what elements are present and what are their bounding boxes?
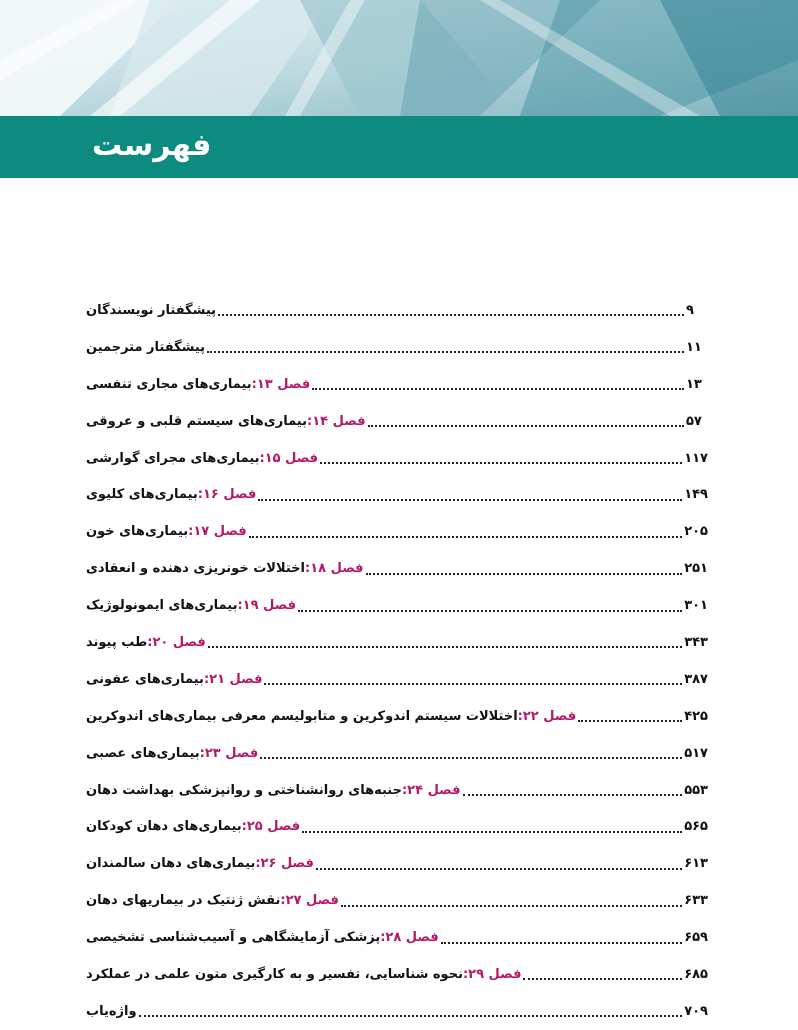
page-number: ۶۸۵ bbox=[684, 966, 708, 982]
toc-entry-text: اختلالات خونریزی دهنده و انعقادی bbox=[86, 561, 305, 577]
toc-row[interactable] bbox=[86, 624, 708, 661]
page-number: ۱۱۷ bbox=[684, 450, 708, 466]
toc-entry-title bbox=[86, 709, 576, 724]
page-number: ۵۱۷ bbox=[684, 745, 708, 761]
toc-row[interactable] bbox=[86, 292, 708, 329]
toc-entry-text: جنبه‌های روانشناختی و روانپزشکی بهداشت دهان bbox=[86, 782, 402, 798]
toc-entry-title bbox=[86, 856, 314, 871]
toc-entry-title bbox=[86, 303, 216, 318]
toc-row[interactable] bbox=[86, 993, 708, 1030]
dot-leader bbox=[218, 314, 684, 316]
toc-entry-text: بیماری‌های کلیوی bbox=[86, 487, 198, 503]
toc-row[interactable] bbox=[86, 956, 708, 993]
dot-leader bbox=[258, 499, 682, 501]
chapter-number: فصل ۱۸: bbox=[304, 561, 364, 577]
chapter-number: فصل ۲۸: bbox=[380, 930, 439, 946]
toc-entry-text: پیشگفتار مترجمین bbox=[86, 339, 206, 355]
page-number: ۳۸۷ bbox=[684, 671, 708, 687]
toc-entry-title bbox=[86, 967, 521, 982]
page-number: ۷۰۹ bbox=[684, 1003, 708, 1019]
dot-leader bbox=[320, 462, 682, 464]
toc-entry-title bbox=[86, 930, 439, 945]
toc-entry-title bbox=[86, 414, 366, 429]
dot-leader bbox=[316, 868, 682, 870]
page-number: ۹ bbox=[686, 302, 694, 318]
page-number: ۵۵۳ bbox=[684, 782, 708, 798]
toc-entry-title bbox=[86, 893, 339, 908]
chapter-number: فصل ۲۵: bbox=[241, 819, 301, 835]
toc-entry-title bbox=[86, 561, 364, 576]
toc-row[interactable] bbox=[86, 735, 708, 772]
toc-row[interactable] bbox=[86, 366, 708, 403]
dot-leader bbox=[260, 757, 682, 759]
chapter-number: فصل ۲۰: bbox=[147, 634, 206, 650]
toc-entry-title bbox=[86, 783, 461, 798]
chapter-number: فصل ۱۷: bbox=[188, 524, 247, 540]
dot-leader bbox=[441, 942, 682, 944]
page-number: ۱۱ bbox=[686, 339, 702, 355]
chapter-number: فصل ۱۴: bbox=[307, 413, 366, 429]
dot-leader bbox=[312, 388, 684, 390]
page-number: ۲۰۵ bbox=[684, 524, 708, 540]
toc-entry-title bbox=[86, 635, 206, 650]
table-of-contents bbox=[86, 292, 708, 1030]
page-number: ۳۴۳ bbox=[684, 634, 708, 650]
geometric-banner-art bbox=[0, 0, 798, 116]
page-number: ۱۴۹ bbox=[684, 487, 708, 503]
chapter-number: فصل ۱۵: bbox=[259, 450, 319, 466]
toc-row[interactable] bbox=[86, 440, 708, 477]
dot-leader bbox=[302, 831, 682, 833]
header-banner bbox=[0, 0, 798, 116]
chapter-number: فصل ۲۲: bbox=[517, 708, 577, 724]
toc-entry-text: پیشگفتار نویسندگان bbox=[86, 302, 217, 318]
page-title: فهرست bbox=[92, 128, 212, 163]
page-number: ۶۵۹ bbox=[684, 930, 708, 946]
toc-entry-title bbox=[86, 340, 205, 355]
toc-entry-text: بیماری‌های سیستم قلبی و عروقی bbox=[86, 413, 307, 429]
toc-entry-text: بیماری‌های خون bbox=[86, 524, 189, 540]
toc-entry-title bbox=[86, 487, 256, 502]
dot-leader bbox=[298, 610, 682, 612]
page-number: ۵۶۵ bbox=[684, 819, 708, 835]
dot-leader bbox=[207, 351, 684, 353]
toc-entry-title bbox=[86, 746, 258, 761]
toc-row[interactable] bbox=[86, 329, 708, 366]
toc-row[interactable] bbox=[86, 661, 708, 698]
toc-row[interactable] bbox=[86, 513, 708, 550]
dot-leader bbox=[139, 1015, 683, 1017]
toc-entry-title bbox=[86, 672, 262, 687]
toc-entry-text: بیماری‌های مجاری تنفسی bbox=[86, 376, 252, 392]
chapter-number: فصل ۱۳: bbox=[251, 376, 311, 392]
dot-leader bbox=[578, 720, 682, 722]
toc-entry-text: بیماری‌های دهان کودکان bbox=[86, 819, 242, 835]
toc-entry-title bbox=[86, 598, 296, 613]
toc-entry-text: بیماری‌های ایمونولوژیک bbox=[86, 598, 238, 614]
chapter-number: فصل ۱۹: bbox=[237, 598, 296, 614]
toc-entry-title bbox=[86, 819, 300, 834]
toc-row[interactable] bbox=[86, 845, 708, 882]
toc-entry-title bbox=[86, 451, 318, 466]
dot-leader bbox=[463, 794, 683, 796]
toc-entry-title bbox=[86, 524, 247, 539]
page-number: ۴۲۵ bbox=[684, 708, 708, 724]
toc-row[interactable] bbox=[86, 919, 708, 956]
toc-entry-text: بیماری‌های دهان سالمندان bbox=[86, 856, 256, 872]
dot-leader bbox=[264, 683, 682, 685]
toc-entry-title bbox=[86, 377, 310, 392]
toc-row[interactable] bbox=[86, 808, 708, 845]
toc-row[interactable] bbox=[86, 403, 708, 440]
page-number: ۶۳۳ bbox=[684, 893, 708, 909]
toc-entry-text: پزشکی آزمایشگاهی و آسیب‌شناسی تشخیصی bbox=[86, 930, 381, 946]
page-number: ۱۳ bbox=[686, 376, 702, 392]
dot-leader bbox=[523, 978, 682, 980]
chapter-number: فصل ۲۹: bbox=[462, 966, 522, 982]
toc-entry-text: اختلالات سیستم اندوکرین و متابولیسم معرفی بیماری‌های اندوکرین bbox=[86, 708, 518, 724]
dot-leader bbox=[249, 536, 683, 538]
toc-row[interactable] bbox=[86, 476, 708, 513]
chapter-number: فصل ۱۶: bbox=[197, 487, 257, 503]
page-number: ۵۷ bbox=[686, 413, 702, 429]
toc-row[interactable] bbox=[86, 772, 708, 809]
dot-leader bbox=[341, 905, 682, 907]
toc-entry-title bbox=[86, 1004, 137, 1019]
toc-row[interactable] bbox=[86, 587, 708, 624]
toc-entry-text: بیماری‌های مجرای گوارشی bbox=[86, 450, 260, 466]
dot-leader bbox=[208, 646, 682, 648]
toc-entry-text: طب پیوند bbox=[86, 634, 148, 650]
chapter-number: فصل ۲۳: bbox=[199, 745, 259, 761]
dot-leader bbox=[366, 573, 683, 575]
toc-row[interactable] bbox=[86, 882, 708, 919]
chapter-number: فصل ۲۱: bbox=[203, 671, 263, 687]
chapter-number: فصل ۲۴: bbox=[401, 782, 461, 798]
chapter-number: فصل ۲۷: bbox=[280, 893, 339, 909]
toc-entry-text: نحوه شناسایی، تفسیر و به کارگیری متون علمی در عملکرد bbox=[86, 966, 463, 982]
page-number: ۲۵۱ bbox=[684, 561, 708, 577]
toc-entry-text: واژه‌یاب bbox=[86, 1003, 137, 1019]
page-number: ۶۱۳ bbox=[684, 856, 708, 872]
toc-entry-text: بیماری‌های عصبی bbox=[86, 745, 200, 761]
chapter-number: فصل ۲۶: bbox=[255, 856, 314, 872]
toc-row[interactable] bbox=[86, 550, 708, 587]
toc-row[interactable] bbox=[86, 698, 708, 735]
toc-entry-text: بیماری‌های عفونی bbox=[86, 671, 204, 687]
page-number: ۳۰۱ bbox=[684, 598, 708, 614]
dot-leader bbox=[368, 425, 684, 427]
toc-entry-text: نقش ژنتیک در بیماریهای دهان bbox=[86, 893, 281, 909]
